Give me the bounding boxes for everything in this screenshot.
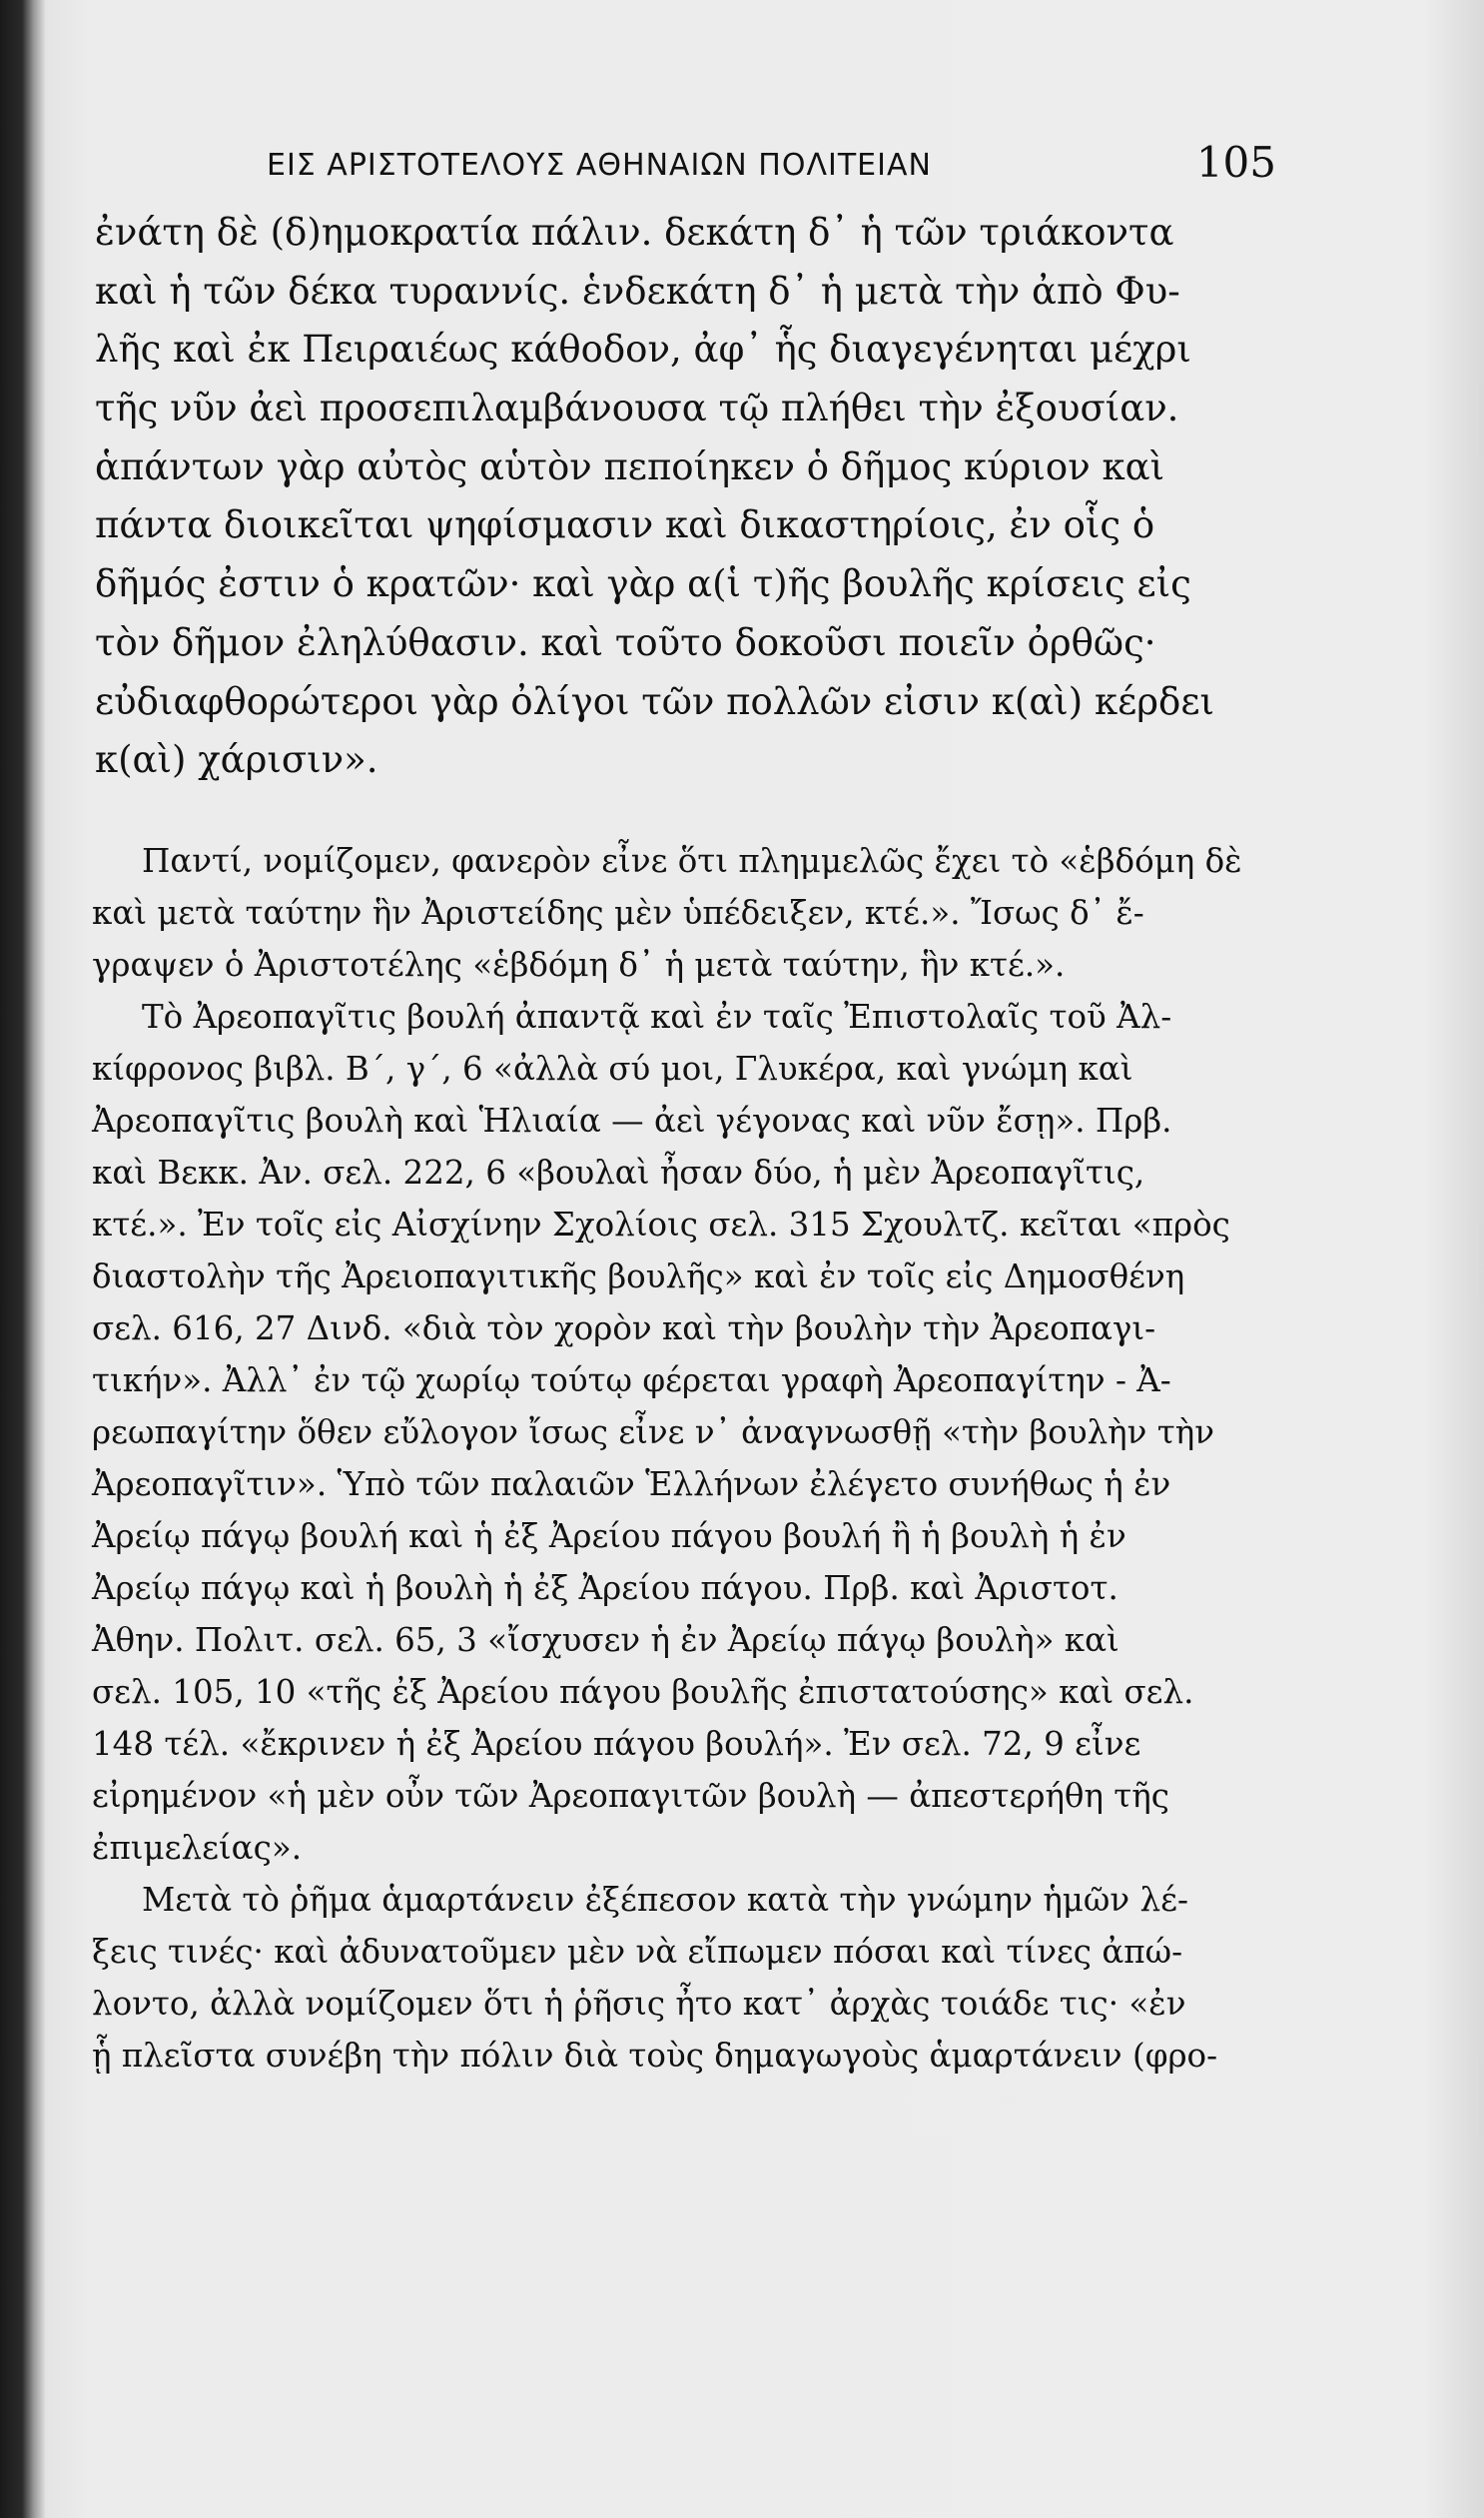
note-line: Ἀρεοπαγῖτις βουλὴ καὶ Ἡλιαία — ἀεὶ γέγονας καὶ νῦν ἔσῃ». Πρβ. [92, 1102, 1172, 1140]
note-paragraph-1 [92, 835, 1283, 991]
main-text-line: κ(αὶ) χάρισιν». [95, 738, 378, 782]
page-number: 105 [1195, 138, 1276, 187]
main-text-line: δῆμός ἐστιν ὁ κρατῶν· καὶ γὰρ α(ἱ τ)ῆς βουλῆς κρίσεις εἰς [95, 562, 1191, 606]
main-text-line: καὶ ἡ τῶν δέκα τυραννίς. ἑνδεκάτη δ᾽ ἡ μετὰ τὴν ἀπὸ Φυ- [95, 269, 1180, 313]
main-text-block [95, 204, 1281, 790]
note-line: ἐπιμελείας». [92, 1829, 303, 1867]
note-paragraph-2 [92, 991, 1283, 1874]
note-line: σελ. 105, 10 «τῆς ἐξ Ἀρείου πάγου βουλῆς ἐπιστατούσης» καὶ σελ. [92, 1673, 1194, 1711]
note-line: γραψεν ὁ Ἀριστοτέλης «ἑβδόμη δ᾽ ἡ μετὰ ταύτην, ἣν κτέ.». [92, 946, 1066, 984]
note-line: διαστολὴν τῆς Ἀρειοπαγιτικῆς βουλῆς» καὶ ἐν τοῖς εἰς Δημοσθένη [92, 1258, 1185, 1295]
note-line: Παντί, νομίζομεν, φανερὸν εἶνε ὅτι πλημμελῶς ἔχει τὸ «ἑβδόμη δὲ [142, 842, 1242, 880]
main-text-line: εὐδιαφθορώτεροι γὰρ ὀλίγοι τῶν πολλῶν εἰσιν κ(αὶ) κέρδει [95, 679, 1215, 723]
note-line: 148 τέλ. «ἔκρινεν ἡ ἐξ Ἀρείου πάγου βουλή». Ἐν σελ. 72, 9 εἶνε [92, 1725, 1141, 1763]
running-title: ΕΙΣ ΑΡΙΣΤΟΤΕΛΟΥΣ ΑΘΗΝΑΙΩΝ ΠΟΛΙΤΕΙΑΝ [267, 148, 932, 183]
note-line: εἰρημένον «ἡ μὲν οὖν τῶν Ἀρεοπαγιτῶν βουλὴ — ἀπεστερήθη τῆς [92, 1777, 1169, 1815]
note-line: κτέ.». Ἐν τοῖς εἰς Αἰσχίνην Σχολίοις σελ. 315 Σχουλτζ. κεῖται «πρὸς [92, 1206, 1230, 1244]
note-line: ξεις τινές· καὶ ἀδυνατοῦμεν μὲν νὰ εἴπωμεν πόσαι καὶ τίνες ἀπώ- [92, 1933, 1183, 1971]
commentary-notes [92, 835, 1283, 2082]
note-line: Μετὰ τὸ ῥῆμα ἁμαρτάνειν ἐξέπεσον κατὰ τὴν γνώμην ἡμῶν λέ- [142, 1881, 1188, 1919]
note-line: τικήν». Ἀλλ᾽ ἐν τῷ χωρίῳ τούτῳ φέρεται γραφὴ Ἀρεοπαγίτην - Ἀ- [92, 1361, 1171, 1399]
main-text-line: ἁπάντων γὰρ αὐτὸς αὑτὸν πεποίηκεν ὁ δῆμος κύριον καὶ [95, 444, 1165, 488]
main-text-line: λῆς καὶ ἐκ Πειραιέως κάθοδον, ἀφ᾽ ἧς διαγεγένηται μέχρι [95, 328, 1191, 372]
main-text-line: τὸν δῆμον ἐληλύθασιν. καὶ τοῦτο δοκοῦσι ποιεῖν ὀρθῶς· [95, 620, 1156, 664]
note-line: Ἀρεοπαγῖτιν». Ὑπὸ τῶν παλαιῶν Ἑλλήνων ἐλέγετο συνήθως ἡ ἐν [92, 1465, 1171, 1503]
main-text-line: ἐνάτη δὲ (δ)ημοκρατία πάλιν. δεκάτη δ᾽ ἡ τῶν τριάκοντα [95, 211, 1174, 254]
note-line: Ἀρείῳ πάγῳ βουλή καὶ ἡ ἐξ Ἀρείου πάγου βουλή ἢ ἡ βουλὴ ἡ ἐν [92, 1517, 1126, 1555]
note-line: Ἀθην. Πολιτ. σελ. 65, 3 «ἴσχυσεν ἡ ἐν Ἀρείῳ πάγῳ βουλὴ» καὶ [92, 1621, 1119, 1659]
note-line: καὶ Βεκκ. Ἀν. σελ. 222, 6 «βουλαὶ ἦσαν δύο, ἡ μὲν Ἀρεοπαγῖτις, [92, 1154, 1145, 1192]
note-line: σελ. 616, 27 Δινδ. «διὰ τὸν χορὸν καὶ τὴν βουλὴν τὴν Ἀρεοπαγι- [92, 1309, 1156, 1347]
note-line: καὶ μετὰ ταύτην ἣν Ἀριστείδης μὲν ὑπέδειξεν, κτέ.». Ἴσως δ᾽ ἔ- [92, 894, 1144, 932]
main-text-line: πάντα διοικεῖται ψηφίσμασιν καὶ δικαστηρίοις, ἐν οἷς ὁ [95, 503, 1155, 547]
note-line: λοντο, ἀλλὰ νομίζομεν ὅτι ἡ ῥῆσις ἦτο κατ᾽ ἀρχὰς τοιάδε τις· «ἐν [92, 1985, 1186, 2023]
note-line: κίφρονος βιβλ. Β΄, γ΄, 6 «ἀλλὰ σύ μοι, Γλυκέρα, καὶ γνώμη καὶ [92, 1050, 1133, 1088]
note-line: Τὸ Ἀρεοπαγῖτις βουλή ἀπαντᾷ καὶ ἐν ταῖς Ἐπιστολαῖς τοῦ Ἀλ- [142, 998, 1172, 1036]
main-text-line: τῆς νῦν ἀεὶ προσεπιλαμβάνουσα τῷ πλήθει τὴν ἐξουσίαν. [95, 387, 1179, 430]
note-line: ᾗ πλεῖστα συνέβη τὴν πόλιν διὰ τοὺς δημαγωγοὺς ἁμαρτάνειν (φρο- [92, 2037, 1218, 2075]
note-line: Ἀρείῳ πάγῳ καὶ ἡ βουλὴ ἡ ἐξ Ἀρείου πάγου. Πρβ. καὶ Ἀριστοτ. [92, 1569, 1118, 1607]
note-line: ρεωπαγίτην ὅθεν εὔλογον ἴσως εἶνε ν᾽ ἀναγνωσθῇ «τὴν βουλὴν τὴν [92, 1413, 1214, 1451]
running-head [100, 138, 1276, 198]
note-paragraph-3 [92, 1874, 1283, 2082]
